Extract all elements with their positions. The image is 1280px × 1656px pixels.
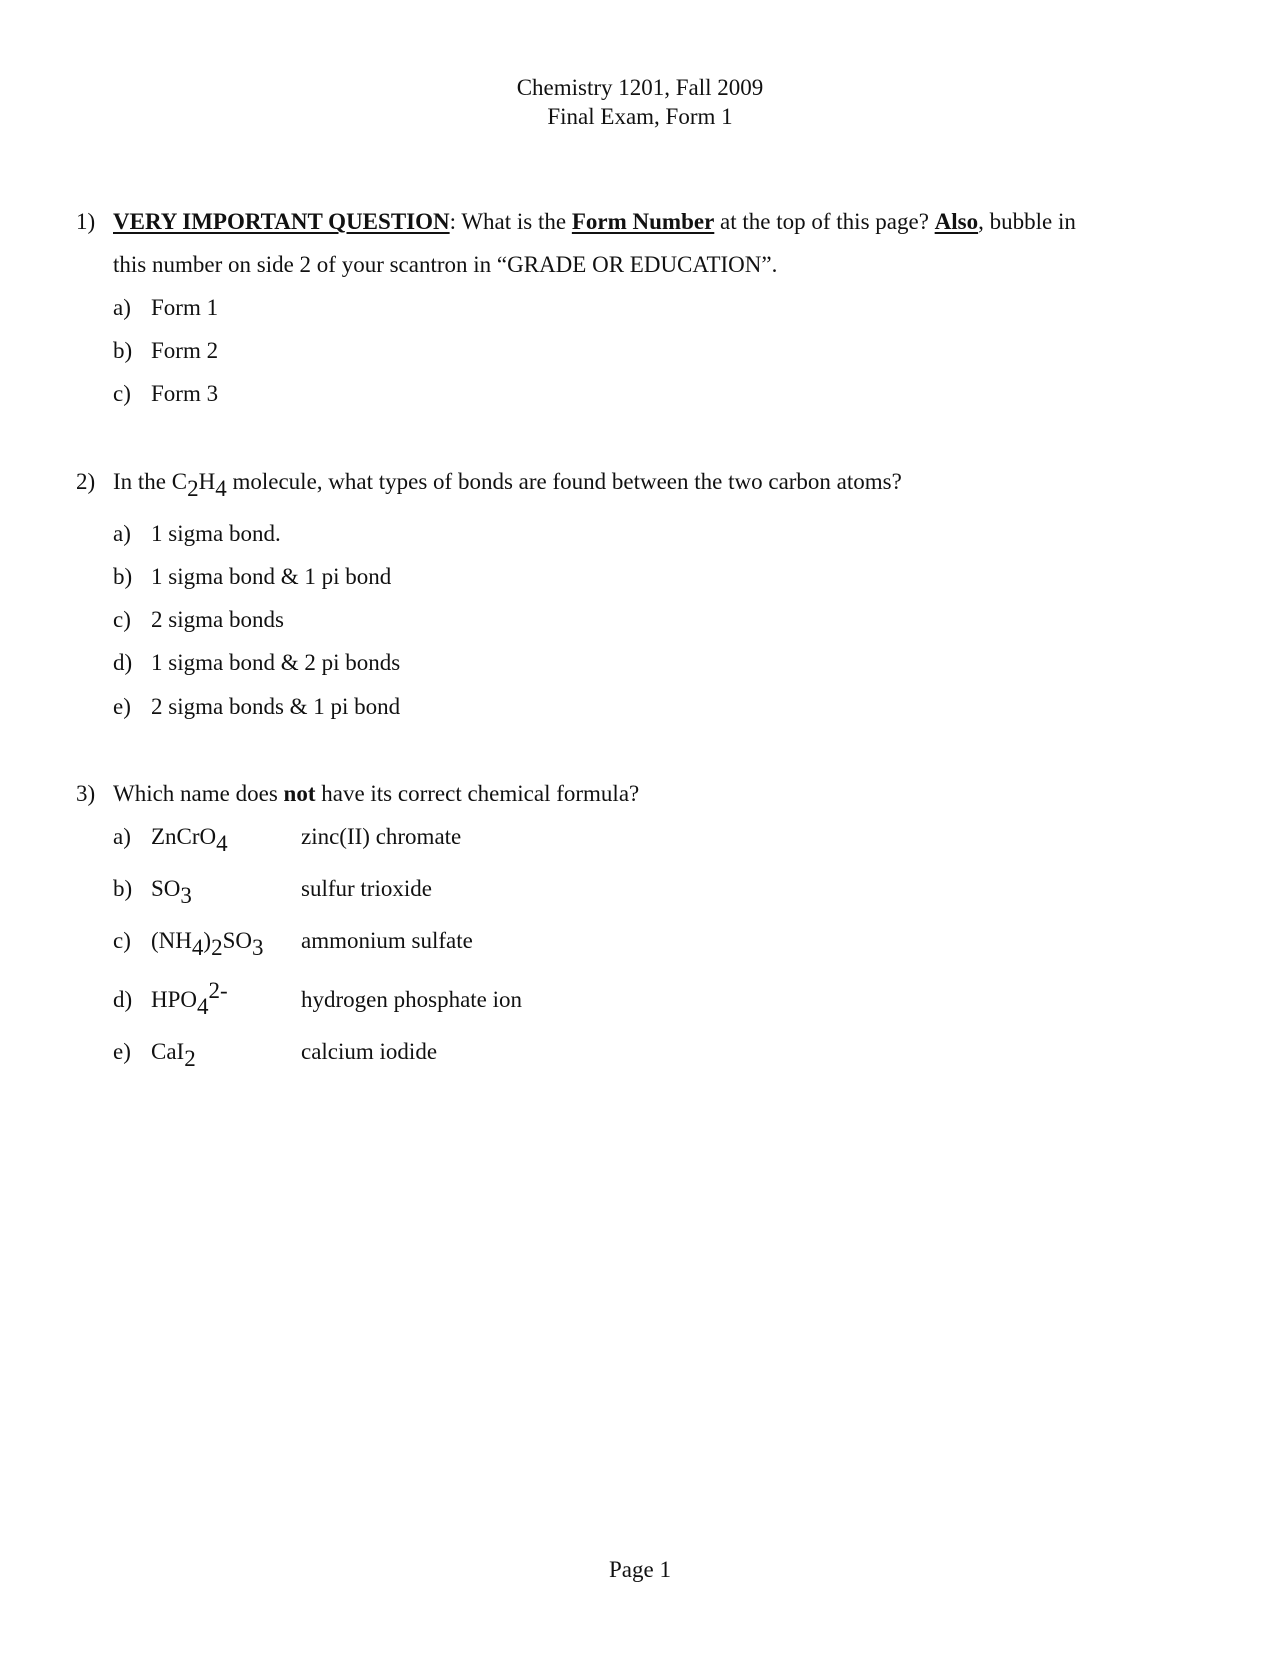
question-text [113,210,1076,233]
option-e [113,695,400,718]
subscript: 4 [191,935,204,960]
option-label: d) [113,987,133,1012]
option-text: 1 sigma bond & 1 pi bond [151,564,392,589]
subscript: 2 [211,935,223,960]
subscript: 4 [215,476,227,501]
option-text: 2 sigma bonds [151,607,284,632]
question-text [113,782,639,805]
formula-segment: ZnCrO [151,824,217,849]
emphasis: Form Number [571,209,715,234]
compound-name: ammonium sulfate [301,928,473,953]
option-text: Form 1 [151,295,219,320]
option-label: b) [113,876,133,901]
option-label: e) [113,694,131,719]
option-b [113,339,218,362]
option-label: b) [113,564,133,589]
subscript: 2 [184,1046,196,1071]
text-segment: have its correct chemical formula? [315,781,640,806]
emphasis: Also [934,209,979,234]
formula-segment: (NH [151,928,192,953]
option-label: c) [113,928,131,953]
formula-segment: SO [222,928,252,953]
superscript: 2- [208,978,228,1003]
option-d [113,651,400,674]
option-b [113,565,391,588]
chemical-formula [151,928,264,960]
text-segment: at the top of this page? [714,209,935,234]
option-text: Form 3 [151,381,219,406]
exam-course-title: Chemistry 1201, Fall 2009 [516,75,764,100]
subscript: 3 [251,935,264,960]
option-b [113,876,192,908]
formula-segment: CaI [151,1039,185,1064]
option-d [113,978,228,1019]
formula-segment: SO [151,876,181,901]
option-c [113,928,264,960]
option-label: a) [113,295,131,320]
option-a [113,824,228,856]
text-segment: In the C [113,469,188,494]
subscript: 2 [187,476,199,501]
formula-segment: HPO [151,987,198,1012]
option-c [113,608,284,631]
option-a [113,522,281,545]
text-segment: : What is the [449,209,572,234]
emphasis: VERY IMPORTANT QUESTION [113,209,450,234]
question-number: 2) [76,469,96,494]
option-text: 1 sigma bond & 2 pi bonds [151,650,401,675]
question-text [113,469,902,501]
emphasis: not [283,781,316,806]
option-label: c) [113,381,131,406]
compound-name: zinc(II) chromate [301,824,462,849]
chemical-formula [151,1039,196,1071]
question-number: 1) [76,209,96,234]
option-e [113,1039,196,1071]
compound-name: hydrogen phosphate ion [301,987,523,1012]
option-label: a) [113,824,131,849]
text-segment: molecule, what types of bonds are found between the two carbon atoms? [226,469,902,494]
compound-name: calcium iodide [301,1039,438,1064]
subscript: 4 [216,831,228,856]
option-label: b) [113,338,133,363]
text-segment: H [198,469,216,494]
chemical-formula [151,824,228,856]
option-text: Form 2 [151,338,219,363]
option-label: c) [113,607,131,632]
text-segment: , bubble in [978,209,1076,234]
option-a [113,296,218,319]
option-text: 1 sigma bond. [151,521,281,546]
formula-segment: ) [203,928,212,953]
option-label: a) [113,521,131,546]
chemical-formula [151,978,228,1019]
option-label: d) [113,650,133,675]
option-text: 2 sigma bonds & 1 pi bond [151,694,401,719]
subscript: 3 [180,883,192,908]
exam-form-title: Final Exam, Form 1 [547,104,733,129]
chemical-formula [151,876,192,908]
subscript: 4 [197,994,209,1019]
option-c [113,382,218,405]
compound-name: sulfur trioxide [301,876,432,901]
page-number: Page 1 [609,1557,671,1582]
option-label: e) [113,1039,131,1064]
question-number: 3) [76,781,96,806]
question-text-line2: this number on side 2 of your scantron in “GRADE OR EDUCATION”. [113,252,778,277]
text-segment: Which name does [113,781,284,806]
